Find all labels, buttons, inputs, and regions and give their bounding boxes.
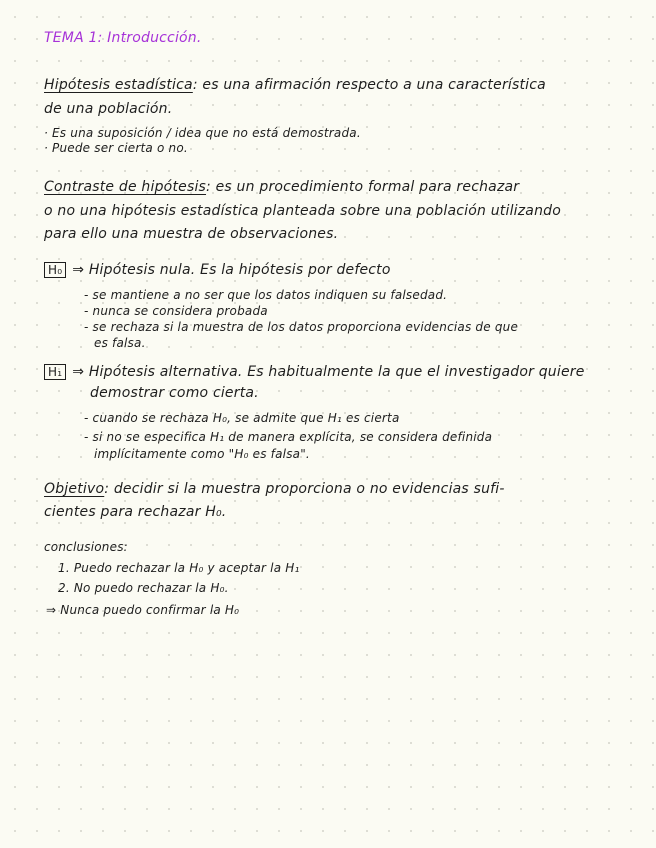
h0-heading xyxy=(44,262,391,278)
section-objetivo xyxy=(44,481,505,497)
definition-line: para ello una muestra de observaciones. xyxy=(44,226,339,242)
bullet-item: · Es una suposición / idea que no está demostrada. xyxy=(44,126,361,140)
h1-definition: ⇒ Hipótesis alternativa. Es habitualmente la que el investigador quiere xyxy=(72,364,585,380)
h0-item-continuation: es falsa. xyxy=(94,336,146,350)
h0-label-box: H₀ xyxy=(44,262,66,278)
h0-item: - nunca se considera probada xyxy=(84,304,268,318)
definition-line: : es una afirmación respecto a una característica xyxy=(192,77,546,93)
h1-label-box: H₁ xyxy=(44,364,66,380)
conclusion-item: 2. No puedo rechazar la H₀. xyxy=(58,581,229,595)
h1-heading xyxy=(44,364,585,380)
h1-item: - si no se especifica H₁ de manera explícita, se considera definida xyxy=(84,430,493,444)
page-title: TEMA 1: Introducción. xyxy=(44,30,202,46)
conclusion-item: 1. Puedo rechazar la H₀ y aceptar la H₁ xyxy=(58,561,300,575)
term-contraste-de-hipotesis: Contraste de hipótesis xyxy=(44,179,207,195)
section-contraste xyxy=(44,179,519,195)
definition-line: o no una hipótesis estadística planteada sobre una población utilizando xyxy=(44,203,562,219)
term-hipotesis-estadistica: Hipótesis estadística xyxy=(44,77,193,93)
conclusion-arrow-note: ⇒ Nunca puedo confirmar la H₀ xyxy=(46,603,240,617)
h0-item: - se rechaza si la muestra de los datos proporciona evidencias de que xyxy=(84,320,519,334)
definition-line: de una población. xyxy=(44,101,173,117)
h1-item: - cuando se rechaza H₀, se admite que H₁ es cierta xyxy=(84,411,400,425)
objetivo-line: : decidir si la muestra proporciona o no evidencias sufi- xyxy=(104,481,505,497)
objetivo-line: cientes para rechazar H₀. xyxy=(44,504,227,520)
definition-line: : es un procedimiento formal para rechazar xyxy=(206,179,520,195)
conclusiones-heading: conclusiones: xyxy=(44,540,128,554)
section-hipotesis-estadistica xyxy=(44,77,546,93)
term-objetivo: Objetivo xyxy=(44,481,105,497)
bullet-item: · Puede ser cierta o no. xyxy=(44,141,188,155)
h1-definition-line: demostrar como cierta. xyxy=(90,385,259,401)
h0-item: - se mantiene a no ser que los datos indiquen su falsedad. xyxy=(84,288,448,302)
h1-item-continuation: implícitamente como "H₀ es falsa". xyxy=(94,447,310,461)
h0-definition: ⇒ Hipótesis nula. Es la hipótesis por defecto xyxy=(72,262,391,278)
